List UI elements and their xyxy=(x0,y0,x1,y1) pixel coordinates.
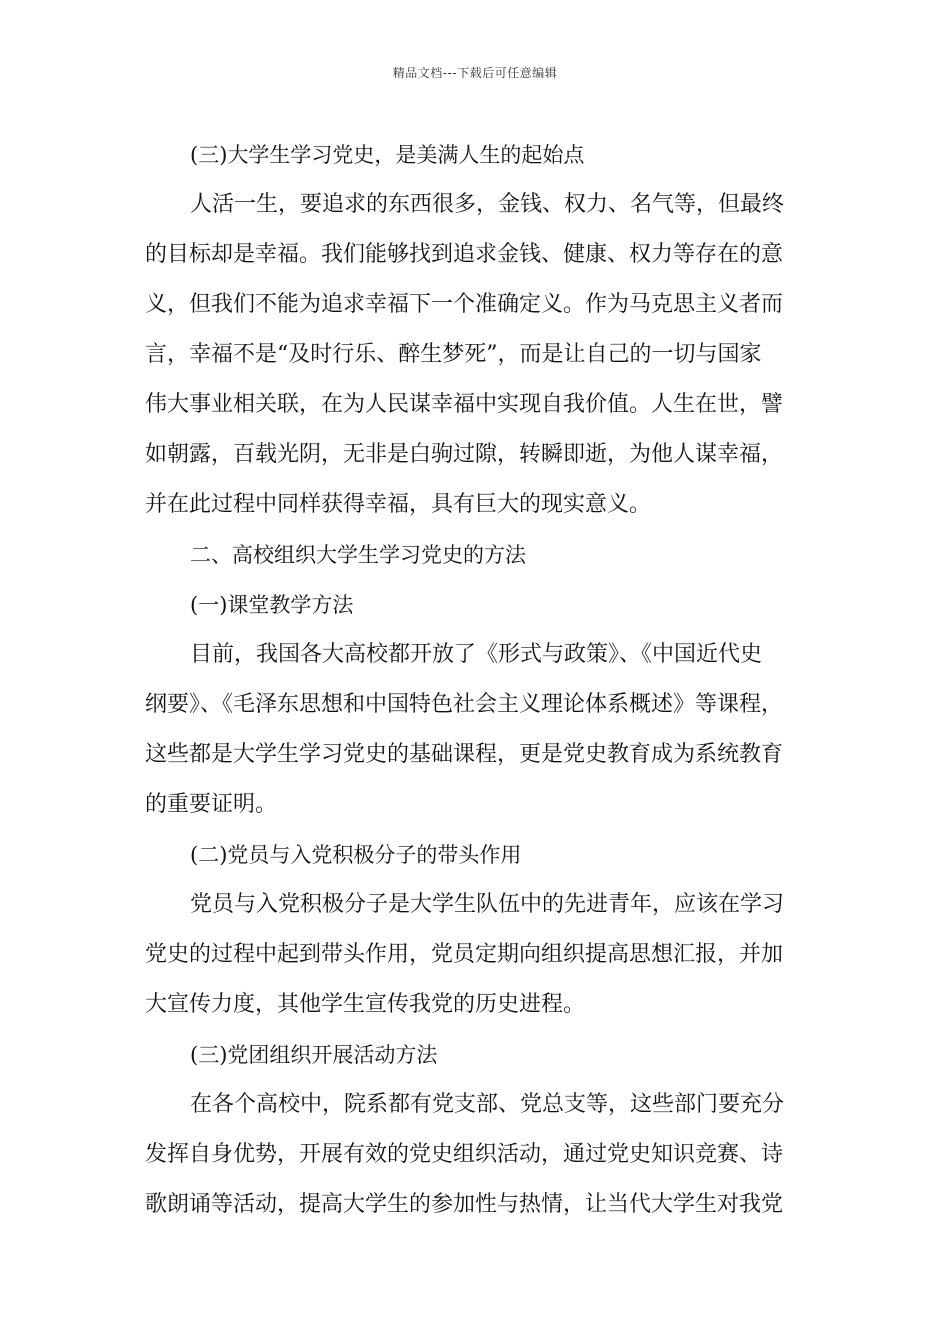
paragraph-line: 党员与入党积极分子是大学生队伍中的先进青年，应该在学习 xyxy=(190,892,785,917)
section-heading: (三)大学生学习党史，是美满人生的起始点 xyxy=(190,143,585,167)
paragraph-line: 人活一生，要追求的东西很多，金钱、权力、名气等，但最终 xyxy=(190,192,785,217)
paragraph-line: 的目标却是幸福。我们能够找到追求金钱、健康、权力等存在的意 xyxy=(145,242,784,267)
paragraph-line: 的重要证明。 xyxy=(145,792,278,817)
paragraph-line: 在各个高校中，院系都有党支部、党总支等，这些部门要充分 xyxy=(190,1092,785,1117)
paragraph-line: 纲要》、《毛泽东思想和中国特色社会主义理论体系概述》等课程， xyxy=(145,692,784,717)
paragraph-line: 大宣传力度，其他学生宣传我党的历史进程。 xyxy=(145,992,586,1017)
paragraph-line: 发挥自身优势，开展有效的党史组织活动，通过党史知识竞赛、诗 xyxy=(145,1142,784,1167)
paragraph-line: 如朝露，百载光阴，无非是白驹过隙，转瞬即逝，为他人谋幸福， xyxy=(145,442,784,467)
paragraph-line: 义，但我们不能为追求幸福下一个准确定义。作为马克思主义者而 xyxy=(145,292,784,317)
paragraph-line: 并在此过程中同样获得幸福，具有巨大的现实意义。 xyxy=(145,492,652,517)
section-heading: (三)党团组织开展活动方法 xyxy=(190,1043,438,1067)
paragraph-line: 党史的过程中起到带头作用，党员定期向组织提高思想汇报，并加 xyxy=(145,942,784,967)
paragraph-line: 伟大事业相关联，在为人民谋幸福中实现自我价值。人生在世，譬 xyxy=(145,392,784,417)
section-heading: (一)课堂教学方法 xyxy=(190,593,354,617)
section-heading: (二)党员与入党积极分子的带头作用 xyxy=(190,843,522,867)
paragraph-line: 这些都是大学生学习党史的基础课程，更是党史教育成为系统教育 xyxy=(145,742,784,767)
paragraph-line: 歌朗诵等活动，提高大学生的参加性与热情，让当代大学生对我党 xyxy=(145,1192,784,1217)
document-body xyxy=(145,130,810,1230)
section-heading: 二、高校组织大学生学习党史的方法 xyxy=(190,543,526,567)
page-header: 精品文档---下载后可任意编辑 xyxy=(392,66,558,80)
paragraph-line: 目前，我国各大高校都开放了《形式与政策》、《中国近代史 xyxy=(190,642,763,667)
paragraph-line: 言，幸福不是“及时行乐、醉生梦死”，而是让自己的一切与国家 xyxy=(145,342,762,367)
